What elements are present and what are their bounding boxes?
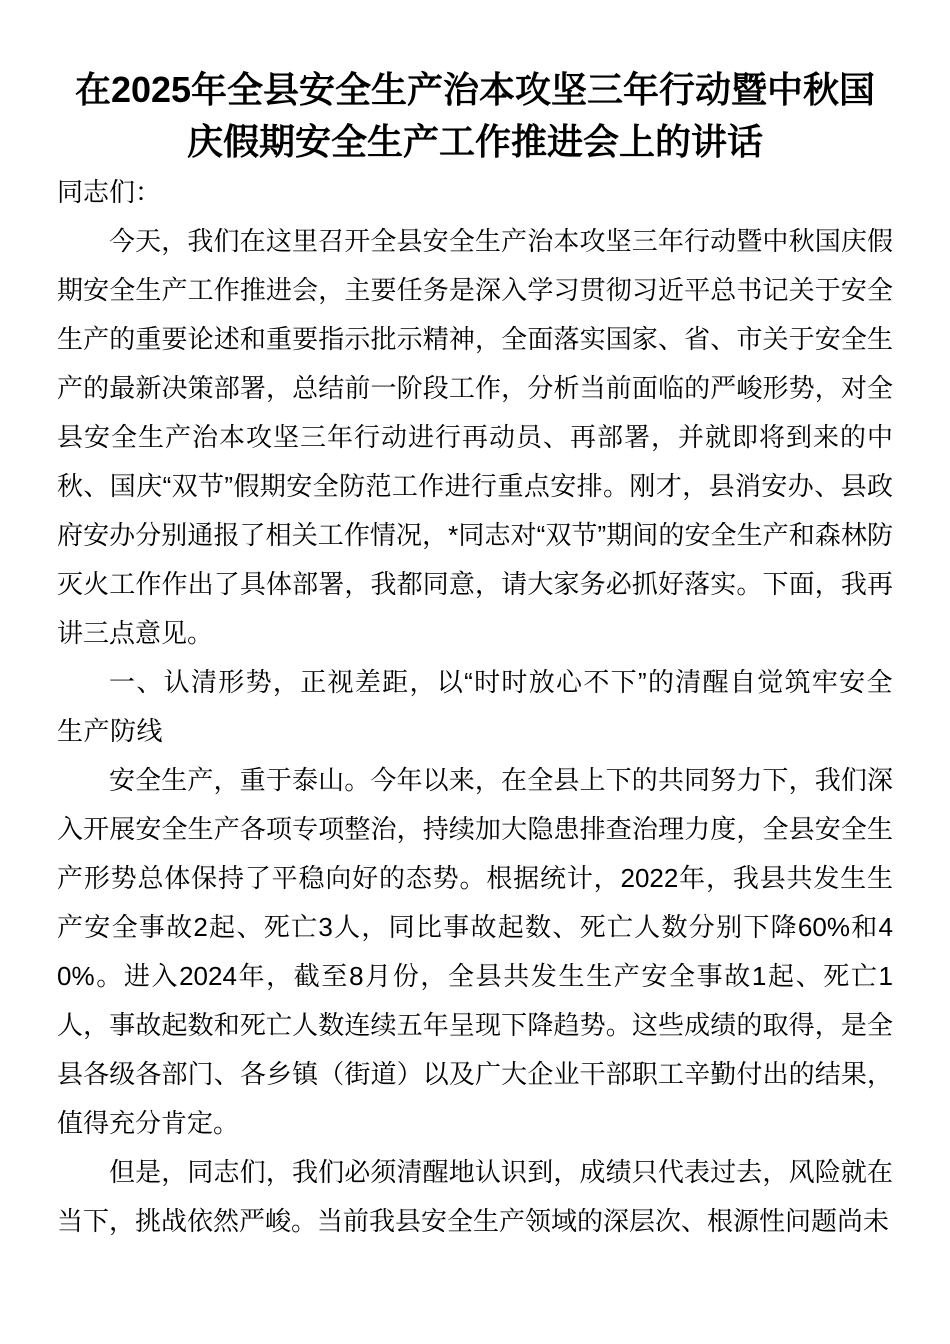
document-title: 在2025年全县安全生产治本攻坚三年行动暨中秋国庆假期安全生产工作推进会上的讲话: [74, 69, 876, 162]
document-body: [57, 217, 893, 1246]
paragraph: 今天，我们在这里召开全县安全生产治本攻坚三年行动暨中秋国庆假期安全生产工作推进会，主要任务是深入学习贯彻习近平总书记关于安全生产的重要论述和重要指示批示精神，全面落实国家、省、市关于安全生产的最新决策部署，总结前一阶段工作，分析当前面临的严峻形势，对全县安全生产治本攻坚三年行动进行再动员、再部署，并就即将到来的中秋、国庆“双节”假期安全防范工作进行重点安排。刚才，县消安办、县政府安办分别通报了相关工作情况，*同志对“双节”期间的安全生产和森林防灭火工作作出了具体部署，我都同意，请大家务必抓好落实。下面，我再讲三点意见。: [57, 226, 893, 648]
salutation: 同志们：: [57, 177, 162, 207]
paragraph: 但是，同志们，我们必须清醒地认识到，成绩只代表过去，风险就在当下，挑战依然严峻。当前我县安全生产领域的深层次、根源性问题尚未: [57, 1157, 893, 1236]
paragraph: 安全生产，重于泰山。今年以来，在全县上下的共同努力下，我们深入开展安全生产各项专项整治，持续加大隐患排查治理力度，全县安全生产形势总体保持了平稳向好的态势。根据统计，2022年，我县共发生生产安全事故2起、死亡3人，同比事故起数、死亡人数分别下降60%和40%。进入2024年，截至8月份，全县共发生生产安全事故1起、死亡1人，事故起数和死亡人数连续五年呈现下降趋势。这些成绩的取得，是全县各级各部门、各乡镇（街道）以及广大企业干部职工辛勤付出的结果，值得充分肯定。: [57, 765, 893, 1138]
section-heading: 一、认清形势，正视差距，以“时时放心不下”的清醒自觉筑牢安全生产防线: [57, 667, 893, 746]
